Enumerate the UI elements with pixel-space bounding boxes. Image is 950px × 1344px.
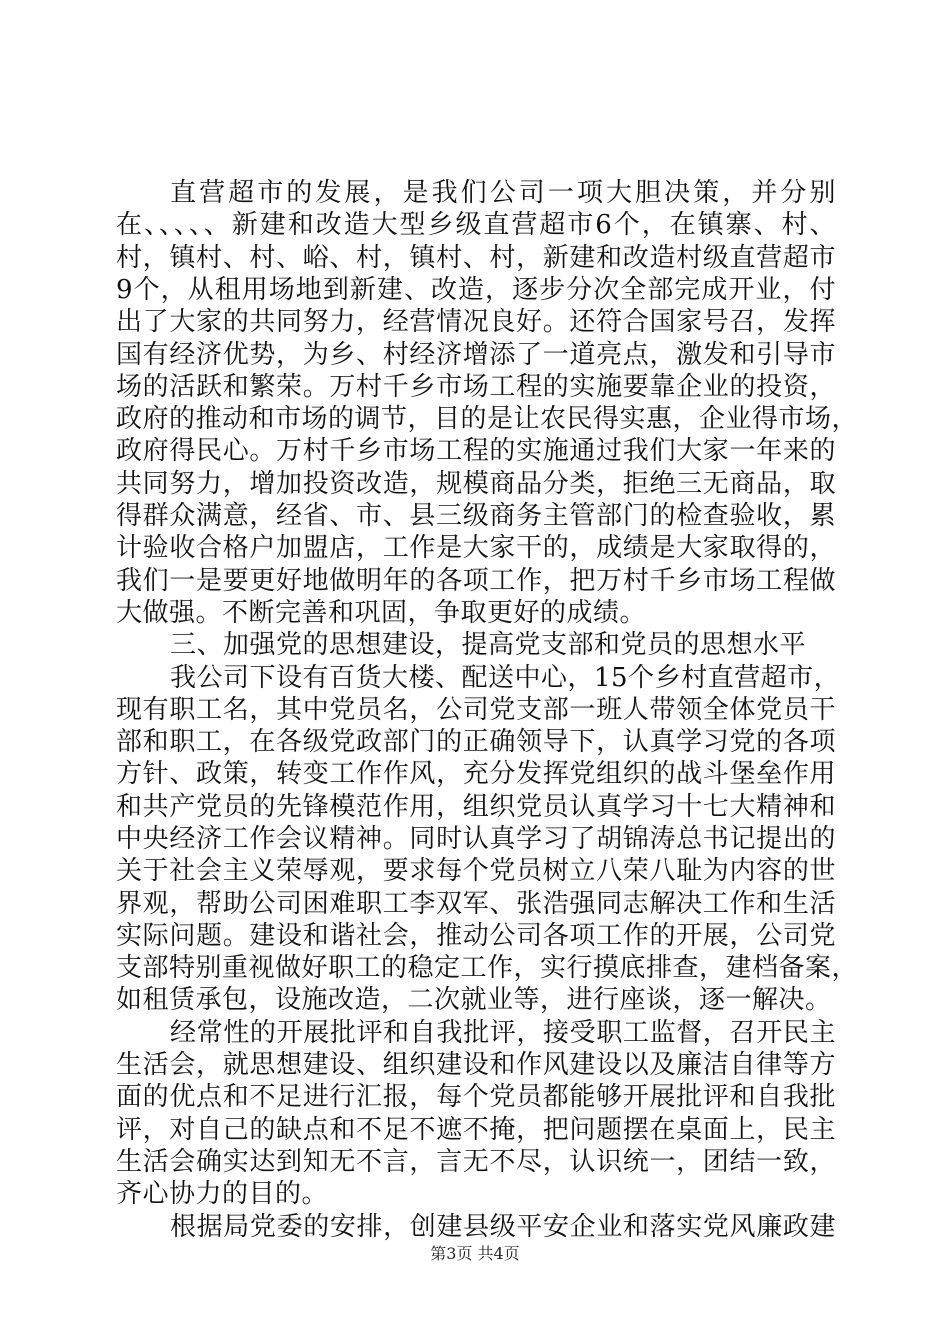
paragraph-line: 经常性的开展批评和自我批评，接受职工监督，召开民主 <box>170 1018 836 1048</box>
paragraph-line: 现有职工名，其中党员名，公司党支部一班人带领全体党员干 <box>116 695 836 725</box>
paragraph-line: 出了大家的共同努力，经营情况良好。还符合国家号召，发挥 <box>116 307 836 337</box>
paragraph-line: 直营超市的发展，是我们公司一项大胆决策，并分别 <box>170 178 836 208</box>
paragraph-line: 政府得民心。万村千乡市场工程的实施通过我们大家一年来的 <box>116 436 836 466</box>
paragraph-line: 齐心协力的目的。 <box>116 1179 329 1209</box>
paragraph-line: 关于社会主义荣辱观，要求每个党员树立八荣八耻为内容的世 <box>116 856 836 886</box>
paragraph-line: 实际问题。建设和谐社会，推动公司各项工作的开展，公司党 <box>116 921 836 951</box>
paragraph-line: 方针、政策，转变工作作风，充分发挥党组织的战斗堡垒作用 <box>116 759 836 789</box>
paragraph-line: 生活会确实达到知无不言，言无不尽，认识统一，团结一致， <box>116 1147 836 1177</box>
paragraph-line: 界观，帮助公司困难职工李双军、张浩强同志解决工作和生活 <box>116 889 836 919</box>
paragraph-line: 在、、、、、新建和改造大型乡级直营超市6个，在镇寨、村、 <box>116 210 836 240</box>
paragraph-line: 如租赁承包，设施改造，二次就业等，进行座谈，逐一解决。 <box>116 985 832 1015</box>
paragraph-line: 得群众满意，经省、市、县三级商务主管部门的检查验收，累 <box>116 501 836 531</box>
paragraph-line: 中央经济工作会议精神。同时认真学习了胡锦涛总书记提出的 <box>116 824 836 854</box>
paragraph-line: 大做强。不断完善和巩固，争取更好的成绩。 <box>116 598 647 628</box>
paragraph-line: 场的活跃和繁荣。万村千乡市场工程的实施要靠企业的投资， <box>116 372 836 402</box>
page-number: 第3页 共4页 <box>430 1244 520 1263</box>
paragraph-line: 村，镇村、村、峪、村，镇村、村，新建和改造村级直营超市 <box>116 243 836 273</box>
section-heading: 三、加强党的思想建设，提高党支部和党员的思想水平 <box>170 630 807 660</box>
paragraph-line: 共同努力，增加投资改造，规模商品分类，拒绝三无商品，取 <box>116 469 836 499</box>
paragraph-line: 支部特别重视做好职工的稳定工作，实行摸底排查，建档备案， <box>116 953 859 983</box>
paragraph-line: 部和职工，在各级党政部门的正确领导下，认真学习党的各项 <box>116 727 836 757</box>
paragraph-line: 计验收合格户加盟店，工作是大家干的，成绩是大家取得的， <box>116 533 836 563</box>
paragraph-line: 面的优点和不足进行汇报，每个党员都能够开展批评和自我批 <box>116 1082 836 1112</box>
paragraph-line: 我公司下设有百货大楼、配送中心，15个乡村直营超市， <box>170 663 841 693</box>
paragraph-line: 和共产党员的先锋模范作用，组织党员认真学习十七大精神和 <box>116 792 836 822</box>
paragraph-line: 我们一是要更好地做明年的各项工作，把万村千乡市场工程做 <box>116 566 836 596</box>
paragraph-line: 政府的推动和市场的调节，目的是让农民得实惠，企业得市场， <box>116 404 859 434</box>
paragraph-line: 根据局党委的安排，创建县级平安企业和落实党风廉政建 <box>170 1212 836 1242</box>
paragraph-line: 评，对自己的缺点和不足不遮不掩，把问题摆在桌面上，民主 <box>116 1115 836 1145</box>
paragraph-line: 9个，从租用场地到新建、改造，逐步分次全部完成开业，付 <box>116 275 836 305</box>
paragraph-line: 国有经济优势，为乡、村经济增添了一道亮点，激发和引导市 <box>116 340 836 370</box>
paragraph-line: 生活会，就思想建设、组织建设和作风建设以及廉洁自律等方 <box>116 1050 836 1080</box>
